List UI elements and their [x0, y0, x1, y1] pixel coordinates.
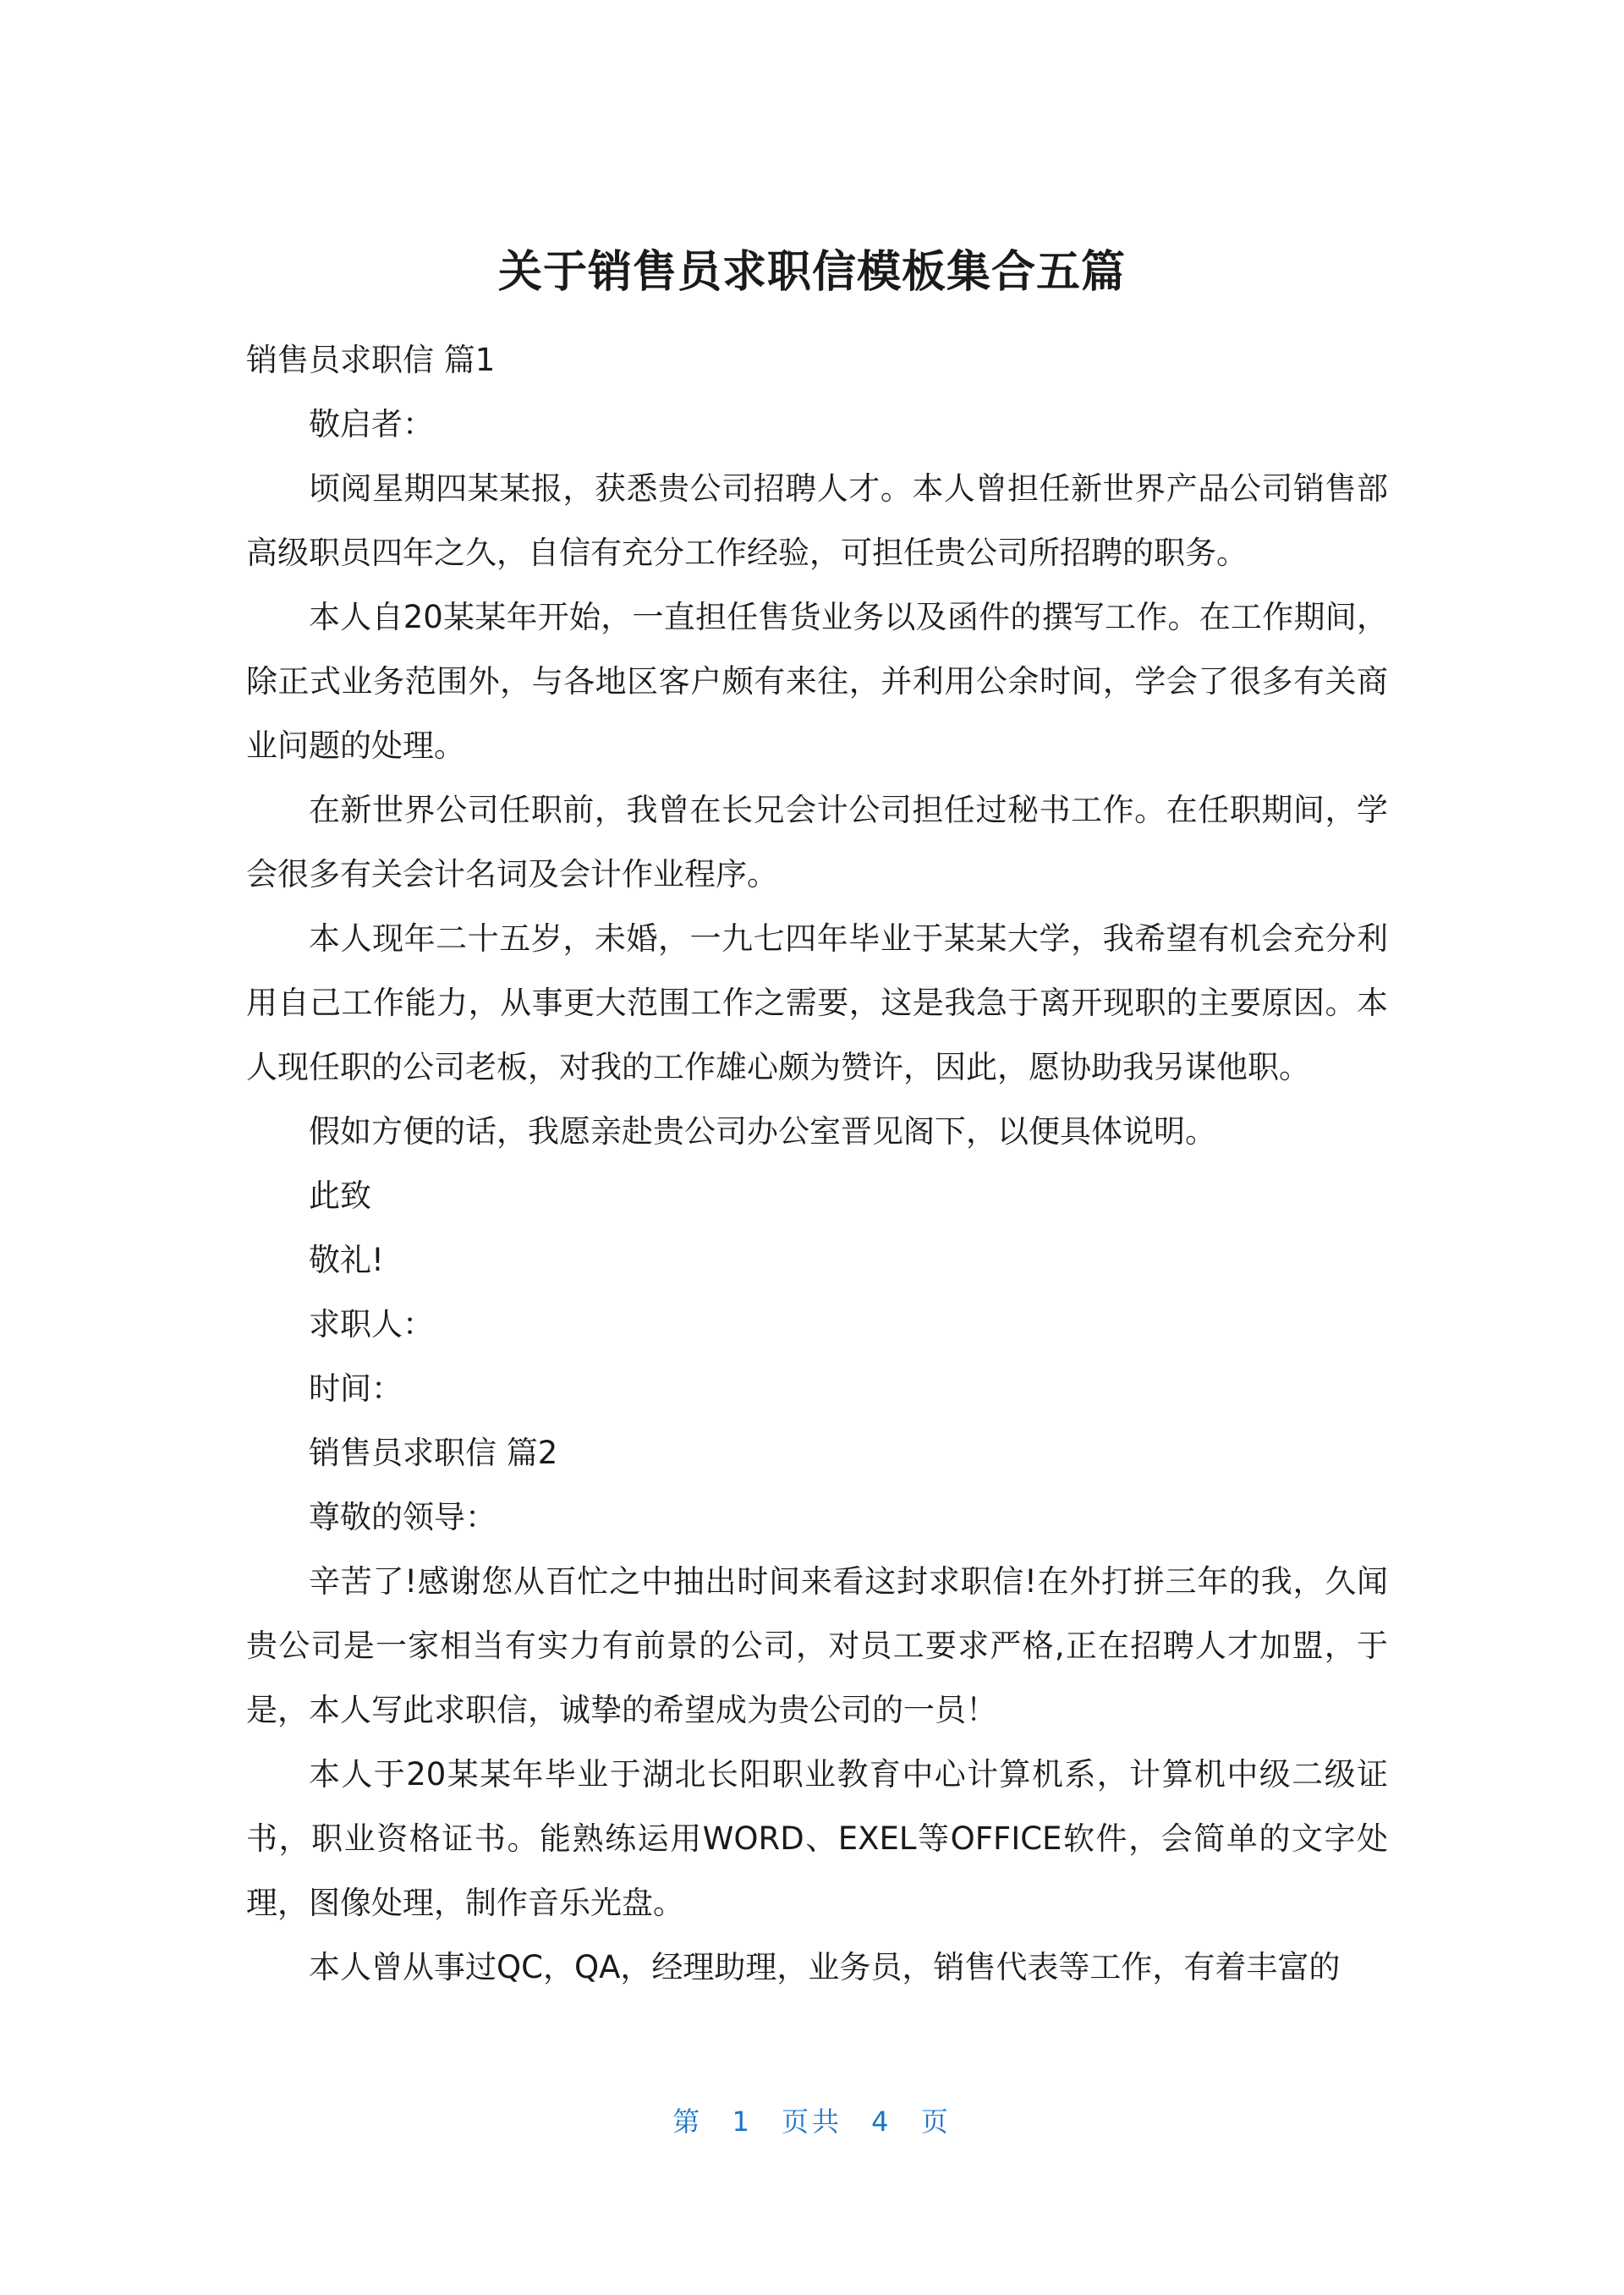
paragraph: 求职人：: [309, 1306, 434, 1342]
paragraph: 时间：: [309, 1370, 403, 1407]
paragraph: 敬启者：: [309, 406, 434, 442]
paragraph: 本人曾从事过QC，QA，经理助理，业务员，销售代表等工作，有着丰富的: [309, 1949, 1341, 1985]
paragraph: 敬礼!: [309, 1242, 384, 1278]
footer-suffix: 页: [920, 2106, 952, 2138]
paragraph: 在新世界公司任职前，我曾在长兄会计公司担任过秘书工作。在任职期间，学会很多有关会计名词及会计作业程序。: [246, 792, 1388, 892]
paragraph: 销售员求职信 篇1: [246, 342, 496, 378]
paragraph: 本人现年二十五岁，未婚，一九七四年毕业于某某大学，我希望有机会充分利用自己工作能力，从事更大范围工作之需要，这是我急于离开现职的主要原因。本人现任职的公司老板，对我的工作雄心颇为赞许，因此，愿协助我另谋他职。: [246, 920, 1388, 1085]
footer-prefix: 第: [672, 2106, 704, 2138]
footer-current-page: 1: [732, 2106, 753, 2138]
paragraph: 销售员求职信 篇2: [309, 1435, 558, 1471]
paragraph: 此致: [309, 1178, 371, 1214]
paragraph: 假如方便的话，我愿亲赴贵公司办公室晋见阁下，以便具体说明。: [309, 1113, 1216, 1150]
footer-total-pages: 4: [871, 2106, 892, 2138]
paragraph: 尊敬的领导：: [309, 1499, 497, 1535]
document-title: 关于销售员求职信模板集合五篇: [497, 247, 1126, 298]
document-body: [246, 328, 1388, 2000]
paragraph: 辛苦了!感谢您从百忙之中抽出时间来看这封求职信!在外打拼三年的我，久闻贵公司是一家相当有实力有前景的公司，对员工要求严格,正在招聘人才加盟，于是，本人写此求职信，诚挚的希望成为贵公司的一员！: [246, 1563, 1388, 1728]
footer-middle: 页共: [781, 2106, 842, 2138]
page-footer: [0, 2096, 1624, 2147]
paragraph: 顷阅星期四某某报，获悉贵公司招聘人才。本人曾担任新世界产品公司销售部高级职员四年之久，自信有充分工作经验，可担任贵公司所招聘的职务。: [246, 470, 1388, 571]
paragraph: 本人于20某某年毕业于湖北长阳职业教育中心计算机系，计算机中级二级证书，职业资格证书。能熟练运用WORD、EXEL等OFFICE软件，会简单的文字处理，图像处理，制作音乐光盘。: [246, 1756, 1388, 1921]
paragraph: 本人自20某某年开始，一直担任售货业务以及函件的撰写工作。在工作期间，除正式业务范围外，与各地区客户颇有来往，并利用公余时间，学会了很多有关商业问题的处理。: [246, 599, 1388, 764]
